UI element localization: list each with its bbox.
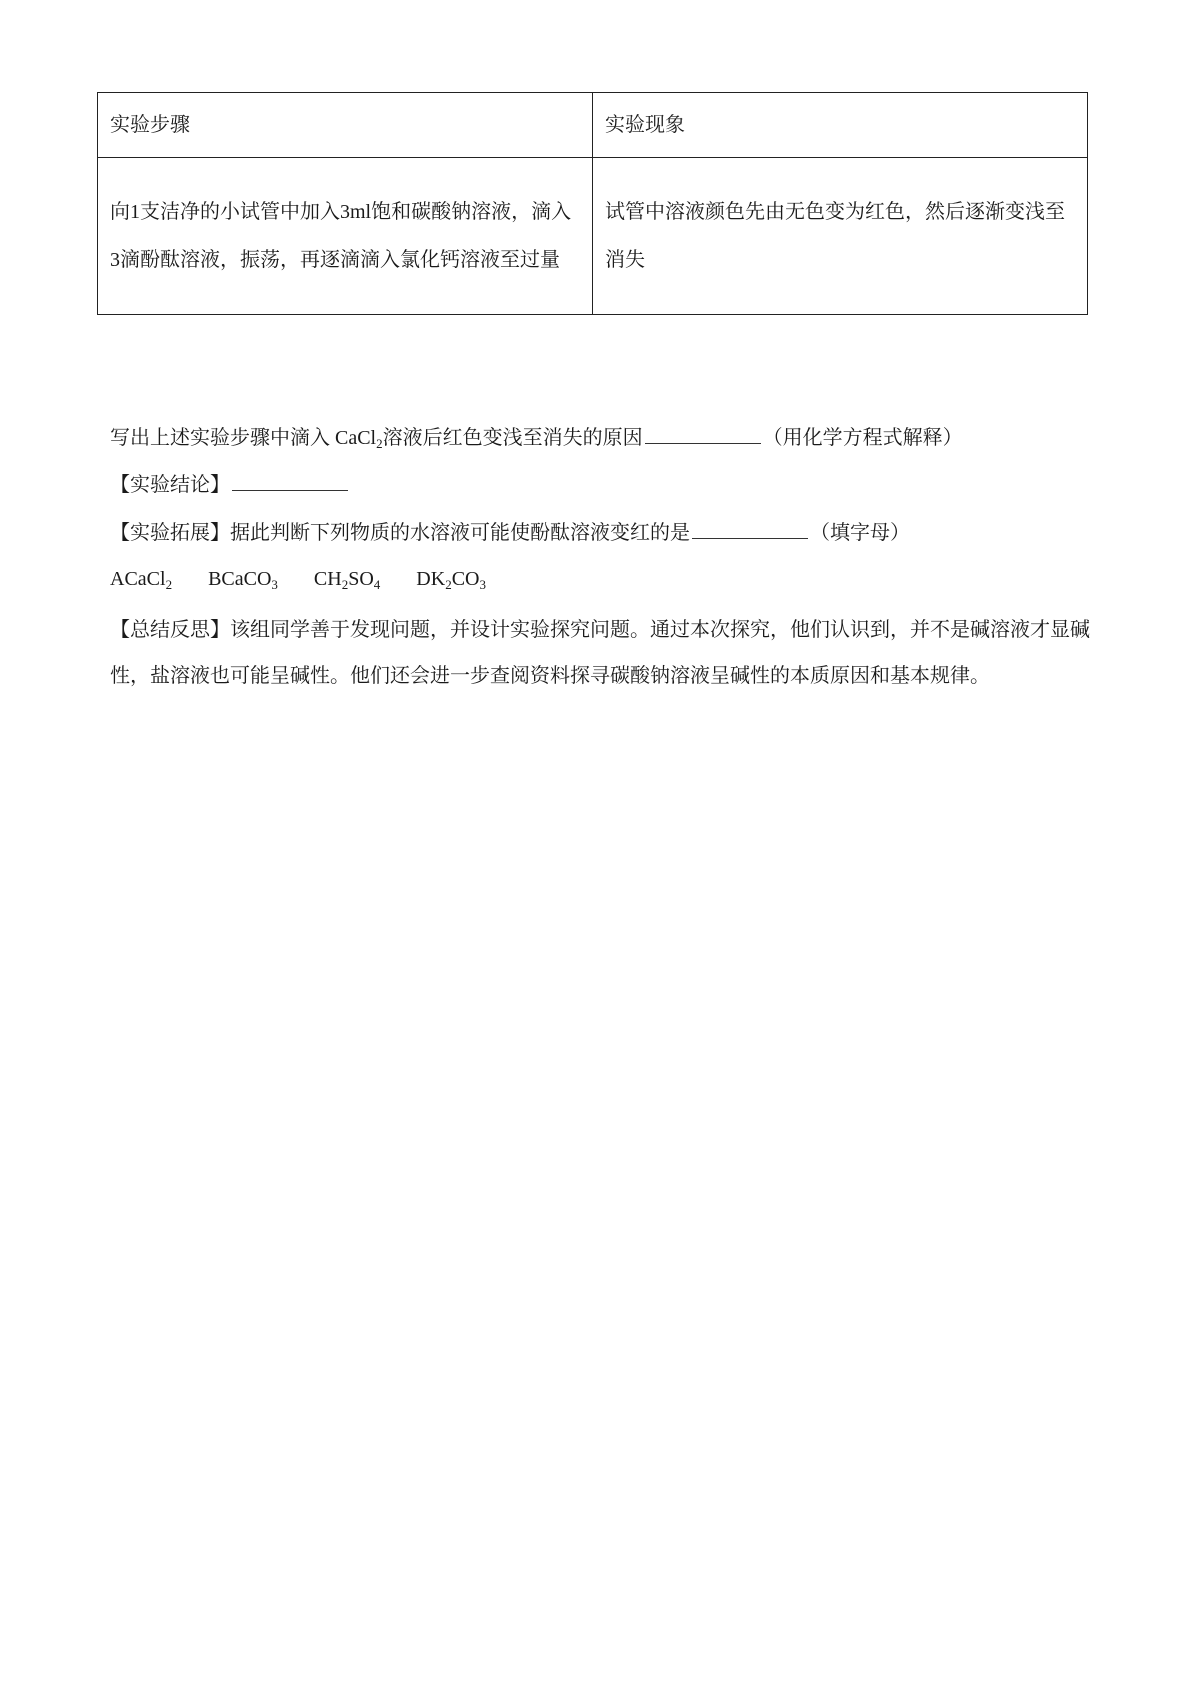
q1-sub: 2 <box>376 436 383 451</box>
cell-step <box>98 158 593 315</box>
formula-text: SO <box>348 568 374 590</box>
options-line <box>110 566 1100 592</box>
experiment-table <box>97 92 1088 315</box>
formula-subscript: 3 <box>271 577 278 592</box>
header-step: 实验步骤 <box>98 93 593 158</box>
step-text: 向1支洁净的小试管中加入3ml饱和碳酸钠溶液，滴入3滴酚酞溶液，振荡，再逐滴滴入氯化钙溶液至过量 <box>110 201 572 271</box>
question-reason <box>110 423 1100 451</box>
summary-text: 该组同学善于发现问题，并设计实验探究问题。通过本次探究，他们认识到，并不是碱溶液才显碱性，盐溶液也可能呈碱性。他们还会进一步查阅资料探寻碳酸钠溶液呈碱性的本质原因和基本规律。 <box>110 619 1090 687</box>
option-letter: C <box>313 568 328 590</box>
cell-phenomenon <box>593 158 1088 315</box>
extension-line <box>110 518 1100 546</box>
extension-text: 据此判断下列物质的水溶液可能使酚酞溶液变红的是 <box>230 522 690 544</box>
summary-label: 【总结反思】 <box>110 619 230 641</box>
formula-text: K <box>430 568 446 590</box>
q1-suffix: （用化学方程式解释） <box>762 427 963 449</box>
answer-blank-extension[interactable] <box>692 518 808 539</box>
option-letter: B <box>208 568 222 590</box>
option-a[interactable] <box>110 566 172 592</box>
option-letter: A <box>110 568 125 590</box>
option-c[interactable] <box>314 566 380 592</box>
extension-suffix: （填字母） <box>810 522 910 544</box>
answer-blank-reason[interactable] <box>645 423 761 444</box>
conclusion-label: 【实验结论】 <box>110 474 230 496</box>
formula-subscript: 2 <box>341 577 349 592</box>
answer-blank-conclusion[interactable] <box>232 470 348 491</box>
formula-subscript: 4 <box>373 577 381 592</box>
option-d[interactable] <box>416 566 486 592</box>
extension-label: 【实验拓展】 <box>110 522 230 544</box>
formula-subscript: 3 <box>479 577 486 592</box>
phenomenon-text: 试管中溶液颜色先由无色变为红色，然后逐渐变浅至消失 <box>605 201 1065 271</box>
header-phenomenon: 实验现象 <box>593 93 1088 158</box>
table-row <box>98 158 1088 315</box>
q1-after: 溶液后红色变浅至消失的原因 <box>382 427 643 449</box>
formula-text: CO <box>451 568 480 590</box>
formula-text: H <box>327 568 342 590</box>
formula-subscript: 2 <box>165 577 173 592</box>
formula-text: CaCl <box>124 568 166 590</box>
table-header-row <box>98 93 1088 158</box>
option-b[interactable] <box>208 566 278 592</box>
formula-subscript: 2 <box>445 577 452 592</box>
summary-paragraph <box>110 607 1100 699</box>
q1-before: 写出上述实验步骤中滴入 CaCl <box>110 427 377 449</box>
option-letter: D <box>416 568 431 590</box>
conclusion-line <box>110 470 1100 498</box>
formula-text: CaCO <box>221 568 272 590</box>
